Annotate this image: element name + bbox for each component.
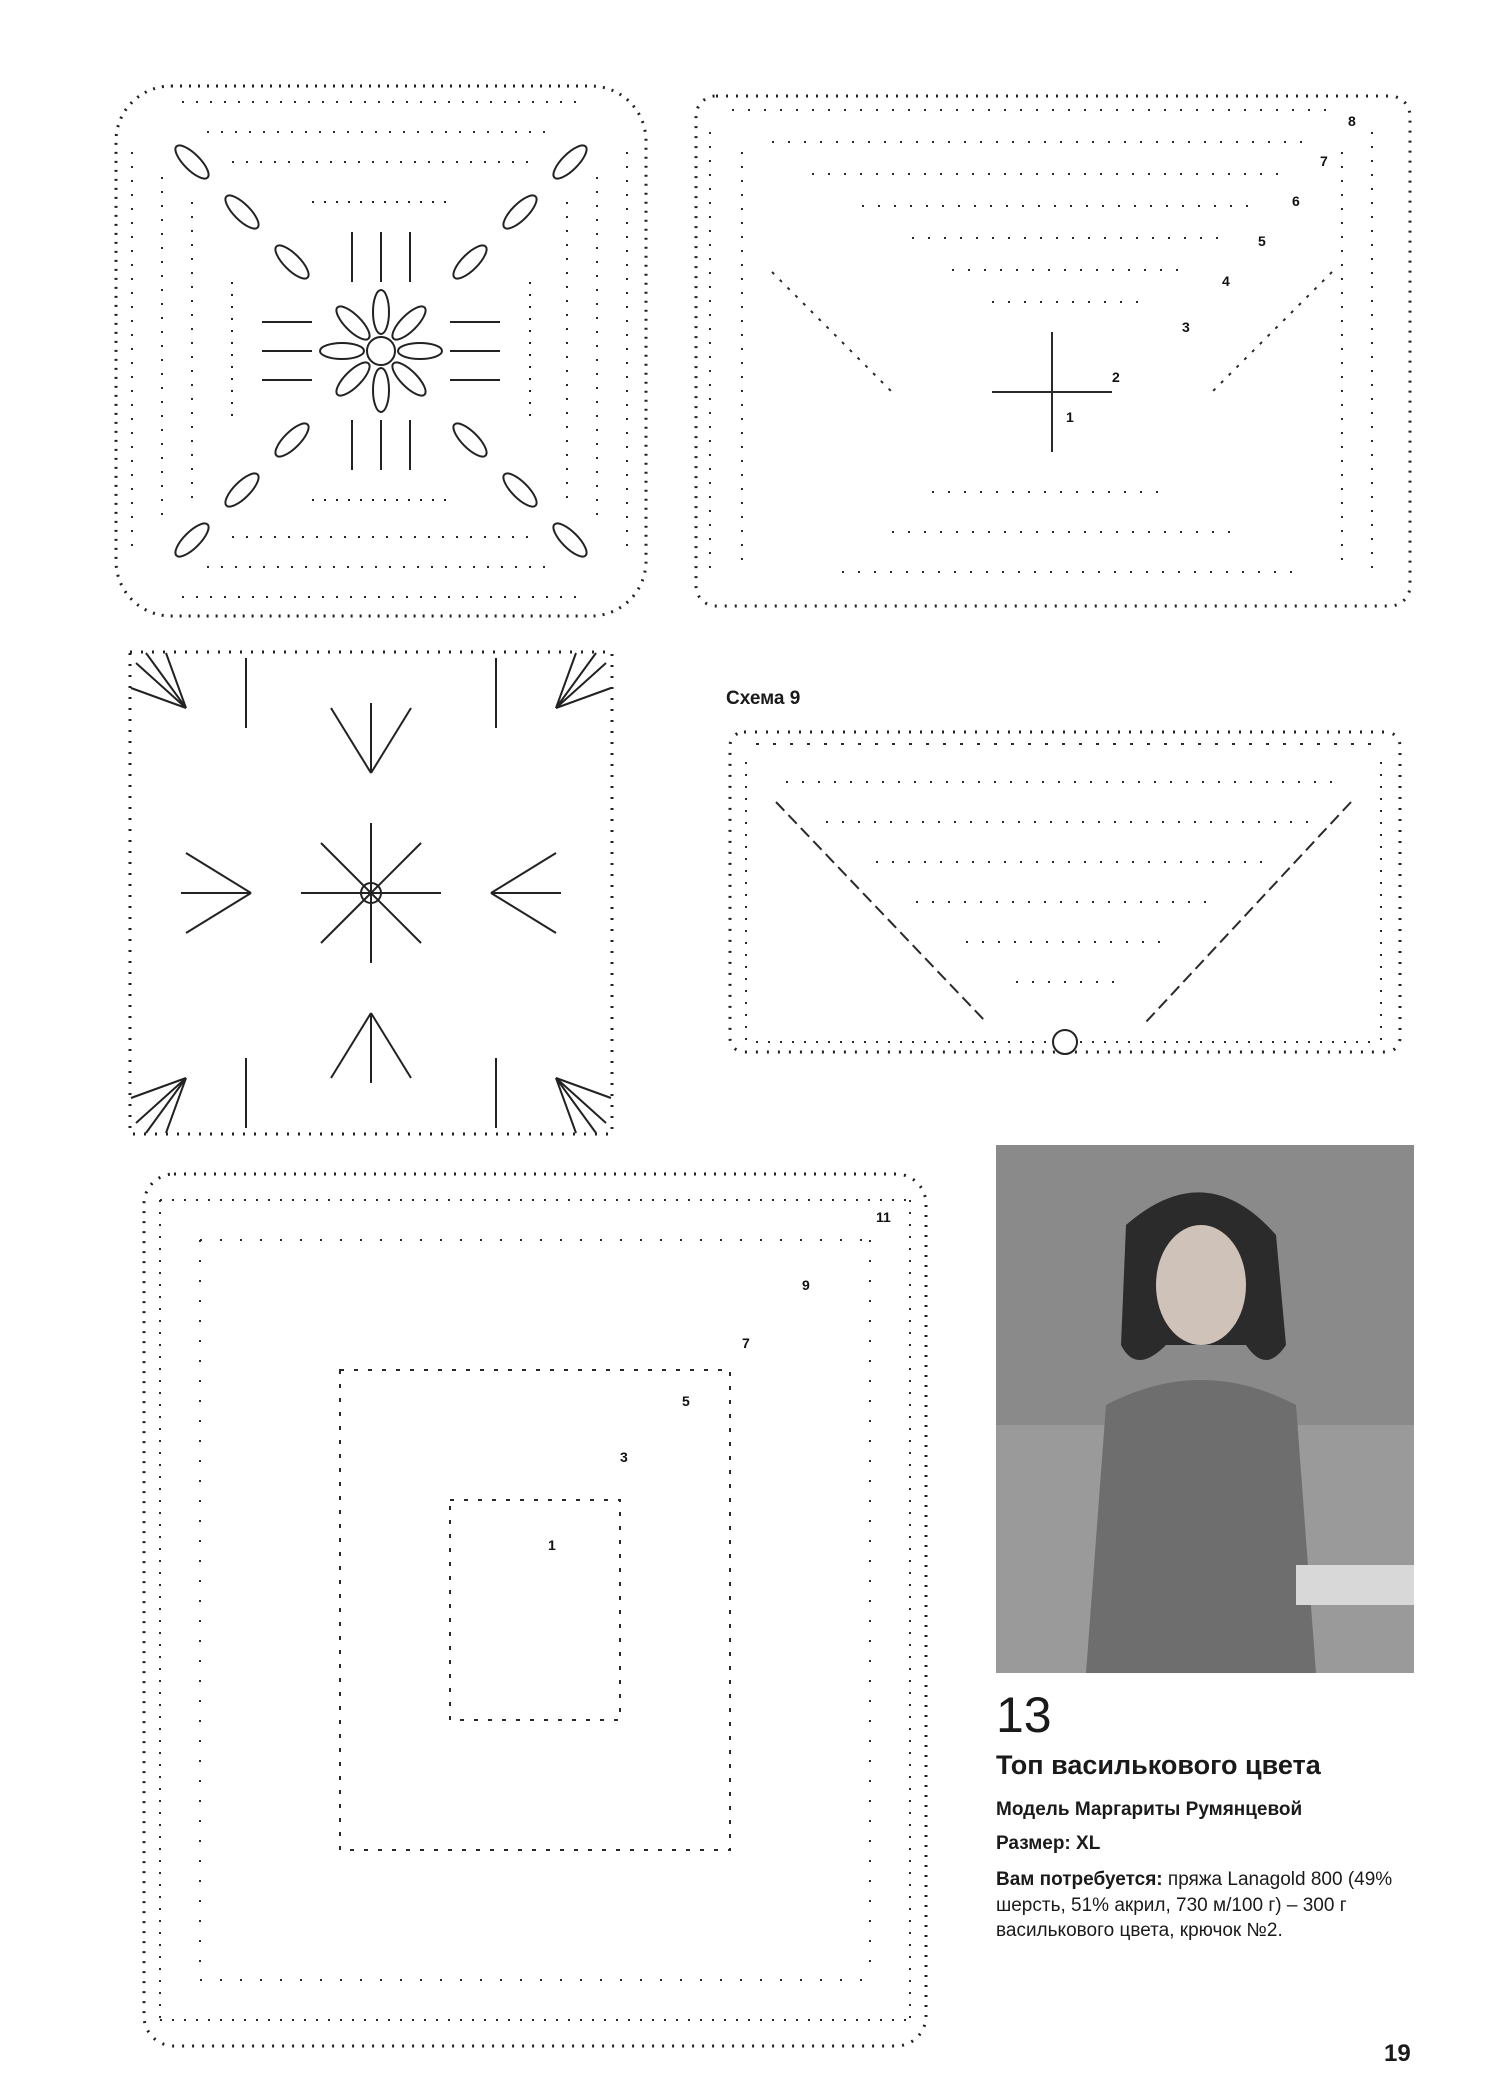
row-number-7: 7 <box>1320 153 1328 169</box>
project-number: 13 <box>996 1687 1052 1743</box>
row-number-5: 5 <box>1258 233 1266 249</box>
row-number-6: 6 <box>1292 193 1300 209</box>
row-number-3: 3 <box>620 1449 628 1465</box>
row-number-2: 2 <box>1112 369 1120 385</box>
project-info <box>996 1687 1416 1944</box>
crochet-chart-large-square <box>140 1170 930 2050</box>
row-number-1: 1 <box>1066 409 1074 425</box>
row-number-11: 11 <box>876 1209 891 1225</box>
row-number-7: 7 <box>742 1335 750 1351</box>
materials <box>996 1867 1416 1944</box>
model-photo <box>996 1145 1414 1673</box>
row-number-3: 3 <box>1182 319 1190 335</box>
crochet-chart-square-rows <box>692 92 1414 610</box>
materials-label: Вам потребуется: <box>996 1869 1163 1890</box>
project-title: Топ василькового цвета <box>996 1750 1321 1780</box>
row-number-1: 1 <box>548 1537 556 1553</box>
crochet-chart-fan-square <box>126 648 616 1138</box>
materials-text: пряжа Lanagold 800 (49% шерсть, 51% акрил, 730 м/100 г) – 300 г василькового цвета, крючок №2. <box>996 1869 1393 1942</box>
page-number: 19 <box>1384 2040 1411 2067</box>
size: Размер: XL <box>996 1833 1101 1854</box>
row-number-9: 9 <box>802 1277 810 1293</box>
row-number-4: 4 <box>1222 273 1230 289</box>
scheme-label: Схема 9 <box>726 688 801 709</box>
crochet-chart-square-flower <box>112 82 650 620</box>
row-number-5: 5 <box>682 1393 690 1409</box>
model-author: Модель Маргариты Румянцевой <box>996 1799 1303 1820</box>
crochet-chart-scheme-9 <box>726 722 1404 1082</box>
row-number-8: 8 <box>1348 113 1356 129</box>
